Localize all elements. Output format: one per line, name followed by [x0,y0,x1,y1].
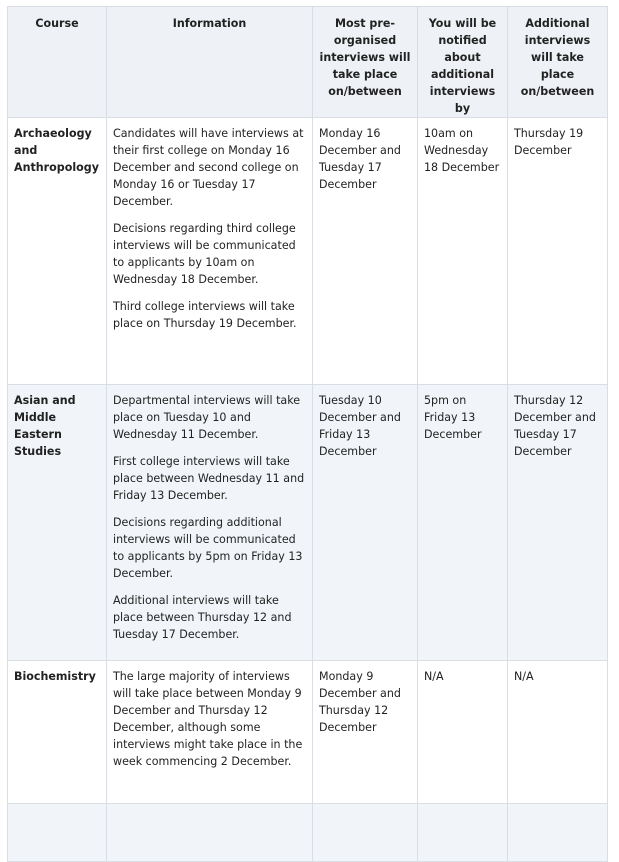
preorganised-cell: Monday 9 December and Thursday 12 December [313,661,418,804]
notified-cell: N/A [418,661,508,804]
header-additional: Additional interviews will take place on/between [508,7,608,118]
additional-cell [508,804,608,862]
information-paragraph: Decisions regarding additional interviews will be communicated to applicants by 5pm on Friday 13 December. [113,516,303,580]
course-cell: Asian and Middle Eastern Studies [8,385,107,661]
information-paragraph: Decisions regarding third college interviews will be communicated to applicants by 10am on Wednesday 18 December. [113,222,296,286]
course-cell: Archaeology and Anthropology [8,118,107,385]
information-cell [107,804,313,862]
header-notified: You will be notified about additional interviews by [418,7,508,118]
preorganised-cell [313,804,418,862]
notified-cell: 10am on Wednesday 18 December [418,118,508,385]
information-paragraph: Departmental interviews will take place on Tuesday 10 and Wednesday 11 December. [113,394,301,441]
information-cell [107,118,313,385]
additional-cell: Thursday 19 December [508,118,608,385]
information-paragraph: First college interviews will take place between Wednesday 11 and Friday 13 December. [113,455,305,502]
header-preorganised: Most pre-organised interviews will take place on/between [313,7,418,118]
preorganised-cell: Tuesday 10 December and Friday 13 December [313,385,418,661]
preorganised-cell: Monday 16 December and Tuesday 17 December [313,118,418,385]
information-cell [107,385,313,661]
table-row [8,118,608,385]
information-cell [107,661,313,804]
course-cell: Biochemistry [8,661,107,804]
course-cell [8,804,107,862]
header-information: Information [107,7,313,118]
additional-cell: Thursday 12 December and Tuesday 17 December [508,385,608,661]
additional-cell: N/A [508,661,608,804]
notified-cell [418,804,508,862]
information-paragraph: Additional interviews will take place between Thursday 12 and Tuesday 17 December. [113,594,292,641]
table-header-row [8,7,608,118]
header-course: Course [8,7,107,118]
table-row [8,661,608,804]
information-paragraph: Third college interviews will take place on Thursday 19 December. [113,300,297,330]
table-row [8,385,608,661]
notified-cell: 5pm on Friday 13 December [418,385,508,661]
information-paragraph: Candidates will have interviews at their first college on Monday 16 December and second college on Monday 16 or Tuesday 17 December. [113,127,304,208]
interview-schedule-table [7,6,608,862]
information-paragraph: The large majority of interviews will take place between Monday 9 December and Thursday 12 December, although some interviews might take place in the week commencing 2 December. [113,670,303,768]
table-row [8,804,608,862]
